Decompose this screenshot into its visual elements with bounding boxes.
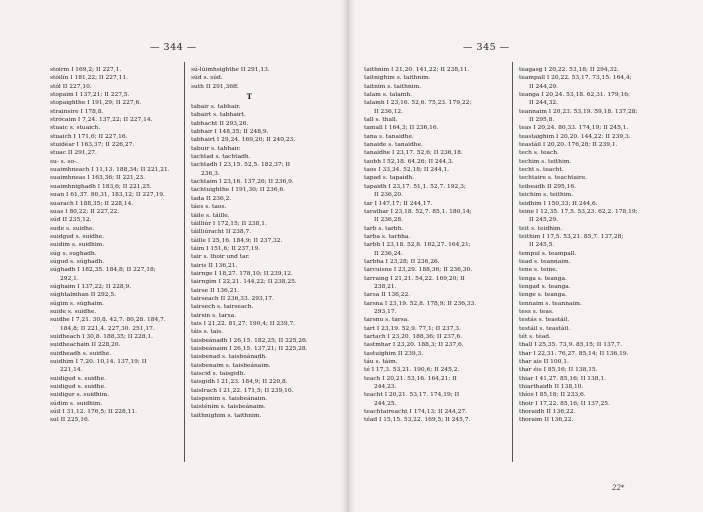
index-entry: suidgud s. suidhe.	[50, 233, 105, 240]
index-entry: 244,23.	[374, 384, 397, 391]
index-entry: stuac II 291,27.	[50, 150, 97, 157]
index-entry: tarba s. tarbha.	[364, 233, 411, 240]
index-entry: taisgidh I 21,23. 184,9; II 220,8.	[191, 379, 288, 386]
left-page	[0, 0, 348, 512]
index-entry: suaimhneas I 163,36; II 221,23.	[50, 175, 145, 182]
index-entry: taiscid s. taisgidh.	[191, 371, 246, 378]
index-entry: suidhim I 7,20. 10,14. 137,19; II	[50, 359, 147, 366]
index-entry: táilliúr I 172,15; II 238,1.	[191, 220, 267, 227]
index-entry: tess s. teas.	[519, 308, 554, 315]
index-entry: suaimhneach I 11,13. 188,34; II 221,21.	[50, 167, 170, 174]
index-entry: taitnim s. taithnim.	[364, 83, 422, 90]
index-entry: tastmhar I 23,20. 188,3; II 237,6.	[364, 342, 464, 349]
index-entry: táilliúracht II 238,7.	[191, 229, 252, 236]
column-divider	[512, 62, 513, 462]
index-entry: tana s. tanaidhe.	[364, 133, 414, 140]
index-entry: tanaidhe I 23,17. 52,6; II 236,18.	[364, 150, 463, 157]
index-entry: taislrach I 21,22. 171,5; II 239,10.	[191, 387, 294, 394]
section-letter-heading: T	[246, 92, 252, 102]
index-entry: tada II 236,2.	[191, 195, 232, 202]
index-entry: táim I 151,6; II 237,19.	[191, 245, 261, 252]
index-entry: 292,1.	[60, 275, 79, 282]
index-entry: suth II 291,36ff.	[191, 83, 239, 90]
index-entry: teach I 20,21. 53,16. 164,21; II	[364, 375, 457, 382]
index-entry: teit s. teidhim.	[519, 225, 563, 232]
index-entry: tairse II 136,21.	[191, 287, 239, 294]
index-entry: tapaidh I 23,17. 51,1. 52,7. 192,3;	[364, 183, 466, 190]
index-entry: II 245,5.	[529, 242, 555, 249]
index-entry: tabhairt I 29,24. 169,20; II 240,23.	[191, 137, 296, 144]
index-entry: suas I 80,22; II 227,22.	[50, 208, 120, 215]
index-entry: tabair s. tabhair.	[191, 104, 241, 111]
index-entry: táille I 25,16. 184,9; II 237,32.	[191, 237, 283, 244]
index-entry: súgud s. súghadh.	[50, 258, 105, 265]
index-entry: tenga s. teanga.	[519, 275, 567, 282]
index-entry: sude s. suidhe.	[50, 225, 95, 232]
index-entry: tapad s. tapaidh.	[364, 175, 415, 182]
index-entry: teacht I 20,21. 53,17. 174,19; II	[364, 392, 460, 399]
index-entry: teidhim I 150,33; II 244,6.	[519, 200, 598, 207]
index-entry: téad I 15,15. 53,22. 169,5; II 245,7.	[364, 417, 471, 424]
index-entry: suidigud s. suidhe.	[50, 384, 106, 391]
index-entry: II 295,8.	[529, 117, 555, 124]
index-entry: súghaim I 137,22; II 228,9.	[50, 283, 132, 290]
index-entry: tarb s. tarbh.	[364, 225, 404, 232]
index-entry: taisbeánadh I 26,15. 182,25; II 225,26.	[191, 337, 308, 344]
index-entry: táu s. táim.	[364, 359, 398, 366]
index-entry: tairseach II 236,33. 293,17.	[191, 295, 274, 302]
index-entry: suan I 61,37. 80,31, 183,12; II 227,19.	[50, 192, 165, 199]
index-entry: tead s. teannaim.	[519, 258, 571, 265]
index-entry: tartach I 23,20. 188,36; II 237,6.	[364, 334, 463, 340]
index-entry: táes s. taos.	[191, 204, 227, 211]
index-entry: II 236,12.	[374, 108, 404, 115]
index-entry: teampall I 20,22. 53,17. 73,15. 164,4;	[519, 75, 632, 82]
index-entry: stuidéar I 163,37; II 226,27.	[50, 142, 135, 149]
index-entry: suidhe I 7,21. 30,8. 42,7. 80,28. 184,7.	[50, 317, 166, 324]
index-entry: tachtaim I 23,16. 137,26; II 236,9.	[191, 179, 294, 186]
index-entry: teanga I 20,24. 53,18. 62,31. 179,16;	[519, 92, 630, 99]
index-entry: taisbenad s. taisbeánadh.	[191, 354, 268, 361]
index-entry: súghtalmhan II 292,5.	[50, 292, 116, 299]
index-entry: teagasg I 20,22. 53,18; II 294,32.	[519, 67, 619, 73]
index-entry: suidheach I 30,8. 188,35; II 228,1.	[50, 334, 154, 340]
index-entry: tart I 23,19. 52,9. 77,1; II 237,3.	[364, 325, 461, 332]
left-page-number: — 344 —	[150, 42, 197, 53]
index-entry: taisbeánaim I 26,15. 137,21; II 225,28.	[191, 346, 308, 352]
index-entry: tachtuighthe I 191,30; II 236,6.	[191, 187, 286, 194]
index-entry: tairngim I 22,21. 144,22; II 238,25.	[191, 279, 297, 286]
left-column-1	[50, 66, 170, 425]
index-entry: teichim s. teithim.	[519, 192, 574, 199]
index-entry: thoraidh II 136,22.	[519, 409, 576, 416]
index-entry: taobh I 52,18. 64,26; II 244,3.	[364, 158, 454, 165]
index-entry: tabairt s. tabhairt.	[191, 112, 246, 119]
index-entry: 244,25.	[374, 400, 397, 407]
index-entry: tarraing I 21,21. 54,22. 169,20; II	[364, 275, 465, 282]
index-entry: strainsire I 178,8.	[50, 108, 104, 115]
index-entry: tachtad s. tachtadh.	[191, 154, 251, 161]
index-entry: thiarthaidh II 138,10.	[519, 384, 584, 391]
index-entry: 236,3.	[201, 170, 220, 177]
index-entry: thoraim II 136,22.	[519, 417, 574, 424]
index-entry: testáil s. teastáil.	[519, 325, 571, 332]
index-entry: tabhacht II 293,26.	[191, 120, 249, 127]
index-entry: II 245,29.	[529, 217, 559, 224]
index-entry: teachtaireacht I 174,13; II 244,27.	[364, 409, 468, 416]
index-entry: tanaide s. tanaidhe.	[364, 142, 423, 149]
index-entry: taispenim s. taisbeánaim.	[191, 396, 268, 403]
index-entry: sú-lúimhsighthe II 291,13.	[191, 67, 270, 73]
index-entry: II 236,20.	[374, 192, 404, 199]
index-entry: suaimhnighadh I 183,6; II 221,25.	[50, 183, 152, 190]
index-entry: súghadh I 182,35. 184,8; II 227,18;	[50, 267, 156, 274]
index-entry: teastaighim I 20,20. 144,22; II 239,3.	[519, 133, 631, 140]
index-entry: súdim s. suidhim.	[50, 400, 103, 407]
index-entry: thoir I 17,22. 85,16; II 137,25.	[519, 400, 610, 407]
index-entry: thar I 22,31. 76,27. 85,14; II 136,19.	[519, 350, 629, 357]
index-entry: taithnim I 21,20. 141,22; II 238,11.	[364, 67, 470, 73]
index-entry: tachtadh I 23,15. 52,5. 182,37; II	[191, 162, 291, 169]
index-entry: tabuir s. tabhair.	[191, 145, 241, 152]
index-entry: tall s. thall.	[364, 117, 398, 124]
index-entry: tarbha I 23,28; II 236,26.	[364, 258, 440, 265]
index-entry: tét s. téad.	[519, 334, 551, 340]
index-entry: stóilín I 181,22; II 227,11.	[50, 75, 128, 82]
index-entry: II 236,28.	[374, 217, 404, 224]
index-entry: 238,21.	[374, 283, 397, 290]
index-entry: taithnighim s. taithnim.	[191, 412, 262, 419]
index-entry: tennaim s. teannaim.	[519, 300, 582, 307]
index-entry: suidigud s. suidhe.	[50, 375, 106, 382]
index-entry: teastáil I 20,20. 176,28; II 239,1.	[519, 142, 618, 149]
index-entry: strócaim I 7,24. 137,22; II 227,14.	[50, 117, 153, 124]
index-entry: taitnighim s. taithnim.	[364, 75, 431, 82]
index-entry: súd II 235,12.	[50, 217, 92, 224]
index-entry: taisténim s. taisbeánaim.	[191, 404, 266, 411]
index-entry: stuaic s. stuaich.	[50, 125, 101, 132]
index-entry: thall I 25,35. 73,9. 85,15; II 137,7.	[519, 342, 622, 349]
index-entry: tairsech s. tairseach.	[191, 304, 254, 311]
index-entry: tairnge I 18,27. 178,10; II 239,12.	[191, 270, 293, 277]
index-entry: tempul s. teampall.	[519, 250, 577, 257]
index-entry: tairsin s. tarsa.	[191, 312, 237, 319]
left-column-2	[191, 66, 308, 420]
index-entry: tais I 21,22. 81,27. 190,4; II 239,7.	[191, 320, 296, 327]
index-entry: tarcuisne I 23,29. 188,36; II 236,30.	[364, 267, 473, 274]
index-entry: su- s. so-.	[50, 158, 78, 165]
index-entry: tastuighim II 239,3.	[364, 350, 424, 357]
index-entry: suidheachain II 228,20.	[50, 342, 121, 349]
signature-mark: 22*	[612, 484, 625, 492]
index-entry: stopaim I 137,21; II 227,5.	[50, 92, 130, 99]
book-gutter	[340, 0, 356, 512]
index-entry: techt s. teacht.	[519, 167, 564, 174]
index-entry: tech s. teach.	[519, 150, 559, 157]
index-entry: tarsna I 23,19. 52,8. 178,9; II 236,33.	[364, 300, 477, 307]
index-entry: tair s. thoir und tar.	[191, 254, 250, 261]
right-column-1	[364, 66, 476, 425]
index-entry: techim s. teithim.	[519, 158, 572, 165]
index-entry: suide s. suidhe.	[50, 308, 97, 315]
index-entry: talam s. talamh.	[364, 92, 413, 99]
index-entry: suidigur s. suidhim.	[50, 392, 109, 399]
index-entry: tarbh I 23,18. 52,8. 162,27. 164,21;	[364, 242, 471, 249]
right-page-number: — 345 —	[463, 42, 510, 53]
index-entry: thiar I 41,27. 85,16; II 138,1.	[519, 375, 607, 382]
index-entry: teas I 20,24. 80,33. 174,19; II 245,1.	[519, 125, 629, 132]
index-entry: thar ais II 100,1.	[519, 359, 569, 366]
index-entry: táis s. tais.	[191, 329, 224, 336]
index-entry: stól II 227,10.	[50, 83, 92, 90]
index-entry: suidheadh s. suidhe.	[50, 350, 112, 357]
index-entry: tene s. teine.	[519, 267, 558, 274]
index-entry: stoirm I 169,2; II 227,1.	[50, 67, 122, 73]
index-entry: tabhair I 148,35; II 248,9.	[191, 129, 269, 136]
index-entry: súil I 31,12. 176,5; II 228,11.	[50, 409, 137, 416]
right-column-2	[519, 66, 638, 425]
index-entry: suarach I 188,35; II 228,14.	[50, 200, 134, 207]
index-entry: tamall I 164,3; II 236,16.	[364, 125, 439, 132]
index-entry: II 244,32.	[529, 100, 559, 107]
index-entry: stopaighthe I 191,29; II 227,6.	[50, 100, 142, 107]
index-entry: tarathar I 23,18. 52,7. 85,1. 180,14;	[364, 208, 472, 215]
index-entry: táile s. táille.	[191, 212, 230, 219]
index-entry: teibeadh II 295,16.	[519, 183, 576, 190]
index-entry: II 244,29.	[529, 83, 559, 90]
index-entry: tarsa II 136,22.	[364, 292, 411, 299]
index-entry: teithim I 17,5. 53,21. 85,7. 137,28;	[519, 233, 624, 240]
right-page	[348, 0, 703, 512]
index-entry: tairis II 136,21.	[191, 262, 238, 269]
index-entry: tenge s. teanga.	[519, 292, 567, 299]
index-entry: sul II 225,16.	[50, 417, 90, 424]
index-entry: súgim s. súghaim.	[50, 300, 104, 307]
index-entry: 293,17.	[374, 308, 397, 315]
index-entry: 221,14.	[60, 367, 83, 374]
index-entry: tar I 147,17; II 244,17.	[364, 200, 433, 207]
column-divider	[184, 62, 185, 462]
index-entry: súd s. súd.	[191, 75, 223, 82]
index-entry: té I 17,3. 53,21. 190,6; II 245,2.	[364, 367, 460, 374]
index-entry: testás s. teastáil.	[519, 317, 570, 324]
index-entry: suidim s. suidhim.	[50, 242, 105, 249]
index-entry: techtaire s. teachtaire.	[519, 175, 588, 182]
index-entry: súg s. sughadh.	[50, 250, 97, 257]
index-entry: thíos I 85,18; II 233,6.	[519, 392, 586, 399]
index-entry: tengad s. teanga.	[519, 283, 571, 290]
index-entry: talamh I 23,16. 52,6. 75,23. 179,22;	[364, 100, 472, 107]
index-entry: taisbenaim s. taisbeánaim.	[191, 362, 271, 369]
index-entry: II 236,24.	[374, 250, 404, 257]
index-entry: taos I 33,34. 52,18; II 244,1.	[364, 167, 450, 174]
index-entry: 184,8; II 221,4. 227,30. 251,17.	[60, 325, 155, 332]
index-entry: stuaich I 171,6; II 227,16.	[50, 133, 128, 140]
index-entry: thar éis I 85,16; II 138,15.	[519, 367, 598, 374]
index-entry: teine I 12,35. 17,5. 53,23. 62,2. 178,19;	[519, 208, 638, 215]
index-entry: teannaim I 20,23. 53,19. 59,18. 137,28;	[519, 108, 638, 115]
index-entry: tarsnu s. tarsa.	[364, 317, 410, 324]
